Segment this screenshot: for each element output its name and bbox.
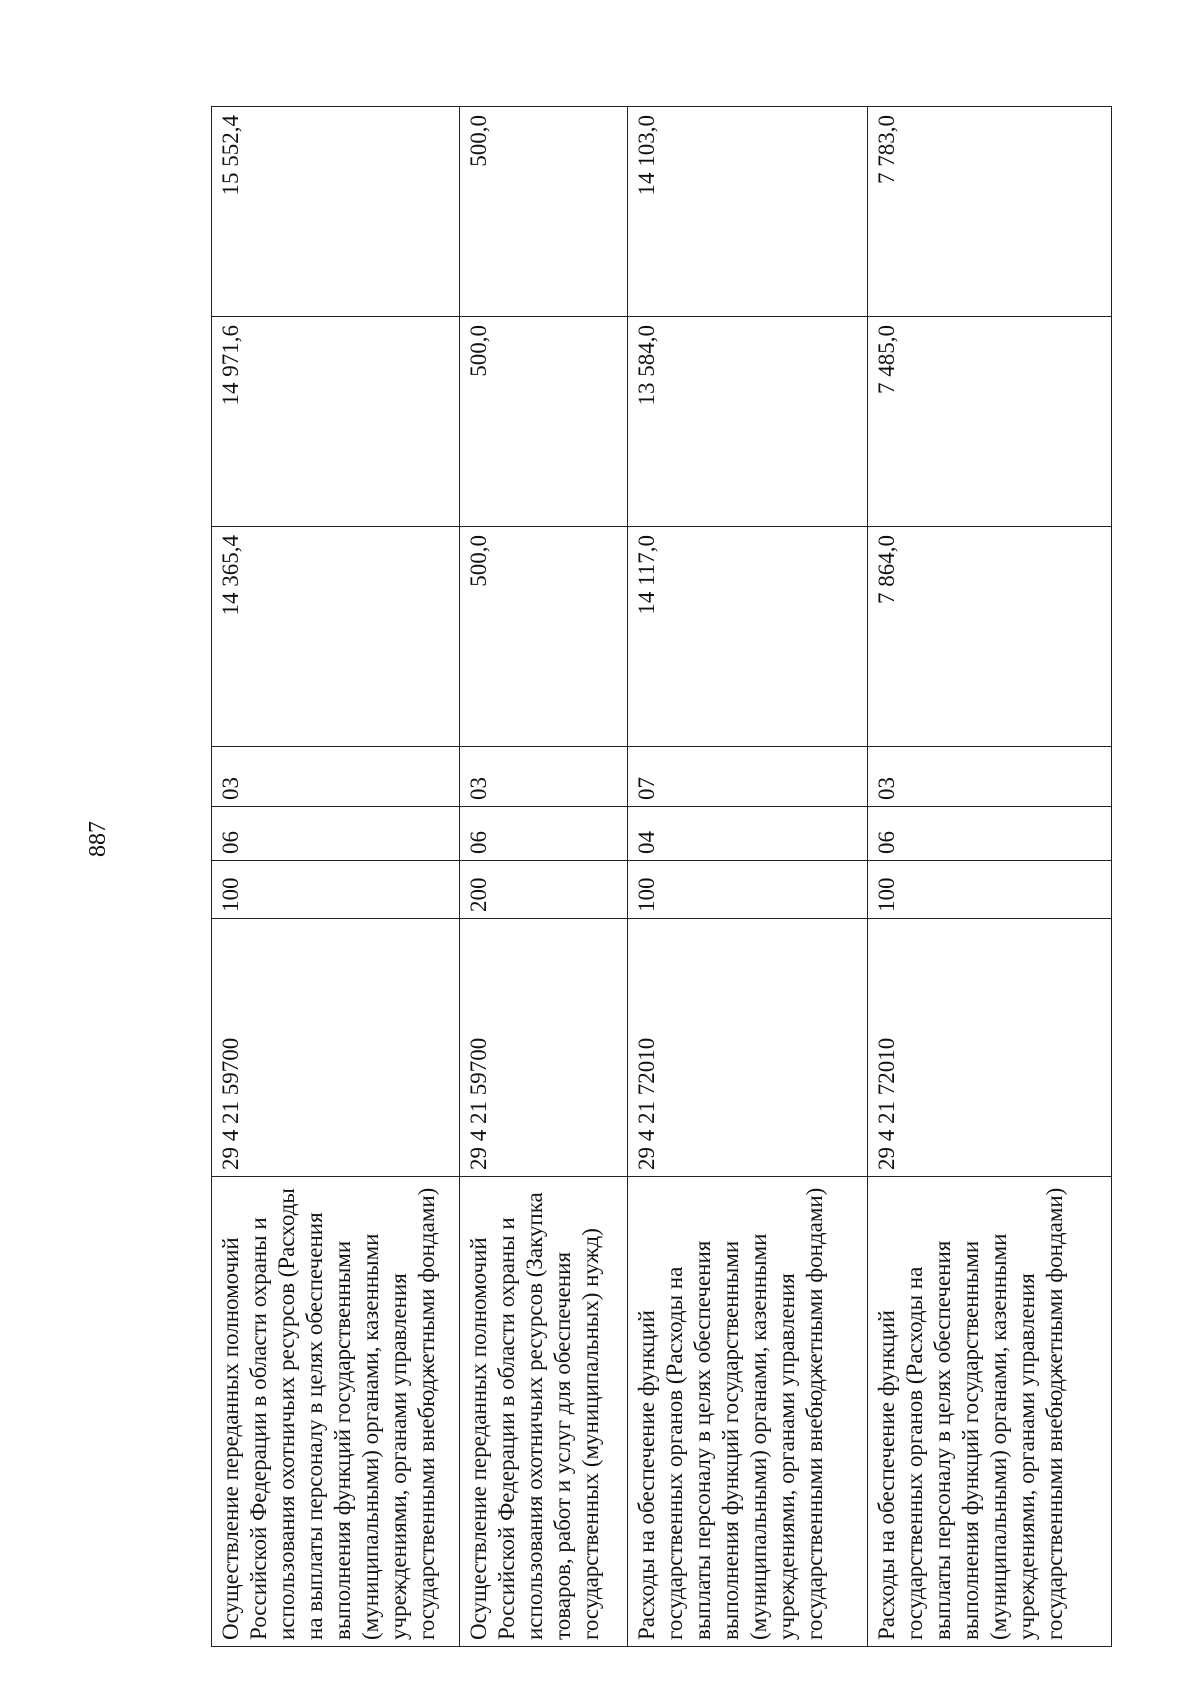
table-row: [212, 107, 460, 1647]
row-description: Осуществление переданных полномочий Российской Федерации в области охраны и использования охотничьих ресурсов (Закупка товаров, работ и услуг для обеспечения государственных (муниципальных) нужд): [460, 1177, 628, 1647]
expense-type-code: 100: [868, 861, 1112, 919]
table-row: [628, 107, 868, 1647]
section-code: 04: [628, 807, 868, 861]
amount-year-3: 7 783,0: [868, 107, 1112, 317]
row-description: Осуществление переданных полномочий Российской Федерации в области охраны и использования охотничьих ресурсов (Расходы на выплаты персоналу в целях обеспечения выполнения функций государственными (муниципальными) органами, казенными учреждениями, органами управления государственными внебюджетными фондами): [212, 1177, 460, 1647]
amount-year-2: 14 971,6: [212, 317, 460, 527]
subsection-code: 07: [628, 747, 868, 807]
amount-year-1: 14 117,0: [628, 527, 868, 747]
amount-year-2: 500,0: [460, 317, 628, 527]
amount-year-3: 15 552,4: [212, 107, 460, 317]
target-article-code: 29 4 21 72010: [628, 919, 868, 1177]
page-number: 887: [85, 821, 111, 857]
subsection-code: 03: [868, 747, 1112, 807]
section-code: 06: [212, 807, 460, 861]
subsection-code: 03: [212, 747, 460, 807]
amount-year-1: 7 864,0: [868, 527, 1112, 747]
row-description: Расходы на обеспечение функций государственных органов (Расходы на выплаты персоналу в целях обеспечения выполнения функций государственными (муниципальными) органами, казенными учреждениями, органами управления государственными внебюджетными фондами): [628, 1177, 868, 1647]
amount-year-2: 13 584,0: [628, 317, 868, 527]
rotated-table-frame: [211, 107, 1111, 1647]
target-article-code: 29 4 21 72010: [868, 919, 1112, 1177]
target-article-code: 29 4 21 59700: [460, 919, 628, 1177]
expense-type-code: 100: [212, 861, 460, 919]
amount-year-2: 7 485,0: [868, 317, 1112, 527]
expense-type-code: 100: [628, 861, 868, 919]
section-code: 06: [868, 807, 1112, 861]
budget-table: [211, 106, 1112, 1647]
table-row: [868, 107, 1112, 1647]
section-code: 06: [460, 807, 628, 861]
amount-year-3: 500,0: [460, 107, 628, 317]
amount-year-1: 500,0: [460, 527, 628, 747]
expense-type-code: 200: [460, 861, 628, 919]
row-description: Расходы на обеспечение функций государственных органов (Расходы на выплаты персоналу в целях обеспечения выполнения функций государственными (муниципальными) органами, казенными учреждениями, органами управления государственными внебюджетными фондами): [868, 1177, 1112, 1647]
amount-year-1: 14 365,4: [212, 527, 460, 747]
table-row: [460, 107, 628, 1647]
budget-table-container: [211, 107, 1111, 1647]
amount-year-3: 14 103,0: [628, 107, 868, 317]
subsection-code: 03: [460, 747, 628, 807]
target-article-code: 29 4 21 59700: [212, 919, 460, 1177]
